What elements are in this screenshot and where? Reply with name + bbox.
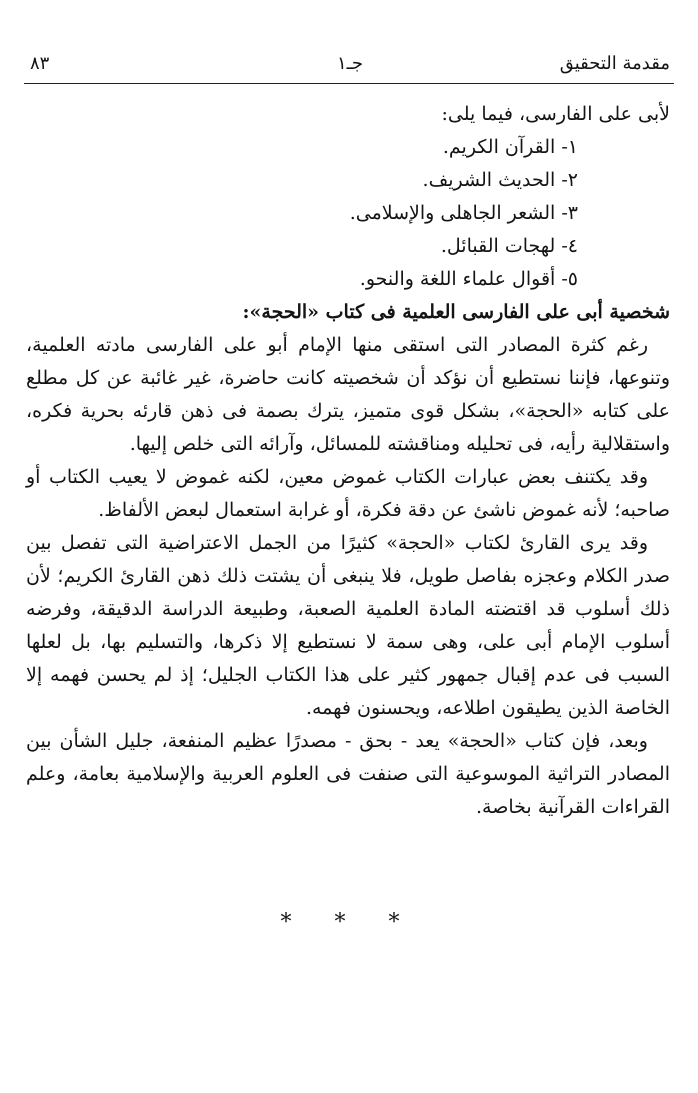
header-title: مقدمة التحقيق: [559, 53, 670, 74]
list-item: ١- القرآن الكريم.: [442, 136, 578, 158]
page-number: ٨٣: [30, 53, 50, 74]
running-header: [30, 52, 670, 82]
header-divider: [24, 83, 674, 84]
section-heading: شخصية أبى على الفارسى العلمية فى كتاب «الحجة»:: [242, 301, 670, 323]
list-item: ٢- الحديث الشريف.: [422, 169, 578, 191]
paragraph: وقد يكتنف بعض عبارات الكتاب غموض معين، لكنه غموض لا يعيب الكتاب أو صاحبه؛ لأنه غموض ناشئ عن دقة فكرة، أو غرابة استعمال لبعض الألفاظ.: [26, 466, 670, 521]
page-body: [26, 98, 670, 824]
section-ornament: * * *: [280, 910, 418, 935]
intro-line: لأبى على الفارسى، فيما يلى:: [441, 103, 670, 125]
header-volume: جـ١: [336, 53, 364, 74]
list-item: ٣- الشعر الجاهلى والإسلامى.: [349, 202, 578, 224]
paragraph: رغم كثرة المصادر التى استقى منها الإمام أبو على الفارسى مادته العلمية، وتنوعها، فإننا نستطيع أن نؤكد أن شخصيته كانت حاضرة، غير غائبة عن كل مطلع على كتابه «الحجة»، بشكل قوى متميز، يترك بصمة فى ذهن قارئه بحرية فكره، واستقلالية رأيه، فى تحليله ومناقشته للمسائل، وآرائه التى خلص إليها.: [26, 334, 671, 455]
list-item: ٥- أقوال علماء اللغة والنحو.: [359, 268, 578, 290]
paragraph: وقد يرى القارئ لكتاب «الحجة» كثيرًا من الجمل الاعتراضية التى تفصل بين صدر الكلام وعجزه بفاصل طويل، فلا ينبغى أن يشتت ذلك ذهن القارئ الكريم؛ لأن ذلك أسلوب قد اقتضته المادة العلمية الصعبة، وطبيعة الدراسة الدقيقة، وفرضه أسلوب الإمام أبى على، وهى سمة لا نستطيع إلا ذكرها، والتسليم بها، بل لعلها السبب فى عدم إقبال جمهور كثير على هذا الكتاب الجليل؛ إذ لم يحسن فهمه إلا الخاصة الذين يطيقون اطلاعه، ويحسنون فهمه.: [26, 532, 670, 719]
list-item: ٤- لهجات القبائل.: [440, 235, 578, 257]
paragraph: وبعد، فإن كتاب «الحجة» يعد - بحق - مصدرًا عظيم المنفعة، جليل الشأن بين المصادر التراثية الموسوعية التى صنفت فى العلوم العربية والإسلامية بعامة، وعلم القراءات القرآنية بخاصة.: [26, 730, 670, 818]
